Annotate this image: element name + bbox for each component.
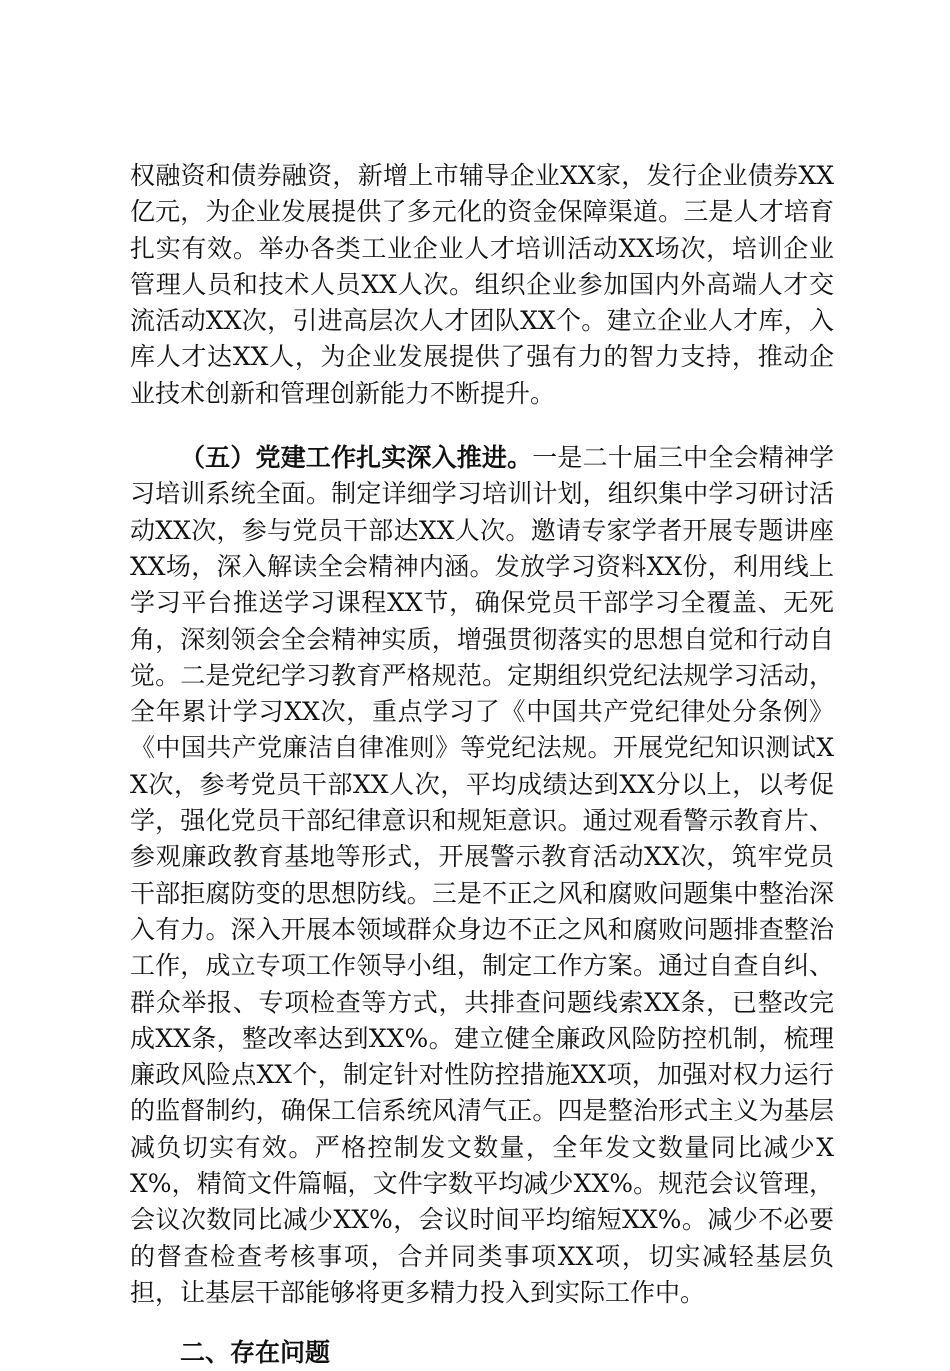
document-body (130, 158, 834, 1371)
paragraph-party-building (130, 440, 834, 1311)
paragraph-continued: 权融资和债券融资，新增上市辅导企业XX家，发行企业债券XX亿元，为企业发展提供了多元化的资金保障渠道。三是人才培育扎实有效。举办各类工业企业人才培训活动XX场次，培训企业管理人员和技术人员XX人次。组织企业参加国内外高端人才交流活动XX次，引进高层次人才团队XX个。建立企业人才库，入库人才达XX人，为企业发展提供了强有力的智力支持，推动企业技术创新和管理创新能力不断提升。 (130, 161, 834, 408)
section-heading-problems: 二、存在问题 (180, 1338, 331, 1368)
section-lead-title: （五）党建工作扎实深入推进。 (180, 443, 533, 473)
section-body-text: 一是二十届三中全会精神学习培训系统全面。制定详细学习培训计划，组织集中学习研讨活动XX次，参与党员干部达XX人次。邀请专家学者开展专题讲座XX场，深入解读全会精神内涵。发放学习资料XX份，利用线上学习平台推送学习课程XX节，确保党员干部学习全覆盖、无死角，深刻领会全会精神实质，增强贯彻落实的思想自觉和行动自觉。二是党纪学习教育严格规范。定期组织党纪法规学习活动，全年累计学习XX次，重点学习了《中国共产党纪律处分条例》《中国共产党廉洁自律准则》等党纪法规。开展党纪知识测试XX次，参考党员干部XX人次，平均成绩达到XX分以上，以考促学，强化党员干部纪律意识和规矩意识。通过观看警示教育片、参观廉政教育基地等形式，开展警示教育活动XX次，筑牢党员干部拒腐防变的思想防线。三是不正之风和腐败问题集中整治深入有力。深入开展本领域群众身边不正之风和腐败问题排查整治工作，成立专项工作领导小组，制定工作方案。通过自查自纠、群众举报、专项检查等方式，共排查问题线索XX条，已整改完成XX条，整改率达到XX%。建立健全廉政风险防控机制，梳理廉政风险点XX个，制定针对性防控措施XX项，加强对权力运行的监督制约，确保工信系统风清气正。四是整治形式主义为基层减负切实有效。严格控制发文数量，全年发文数量同比减少XX%，精简文件篇幅，文件字数平均减少XX%。规范会议管理，会议次数同比减少XX%，会议时间平均缩短XX%。减少不必要的督查检查考核事项，合并同类事项XX项，切实减轻基层负担，让基层干部能够将更多精力投入到实际工作中。 (130, 443, 834, 1307)
